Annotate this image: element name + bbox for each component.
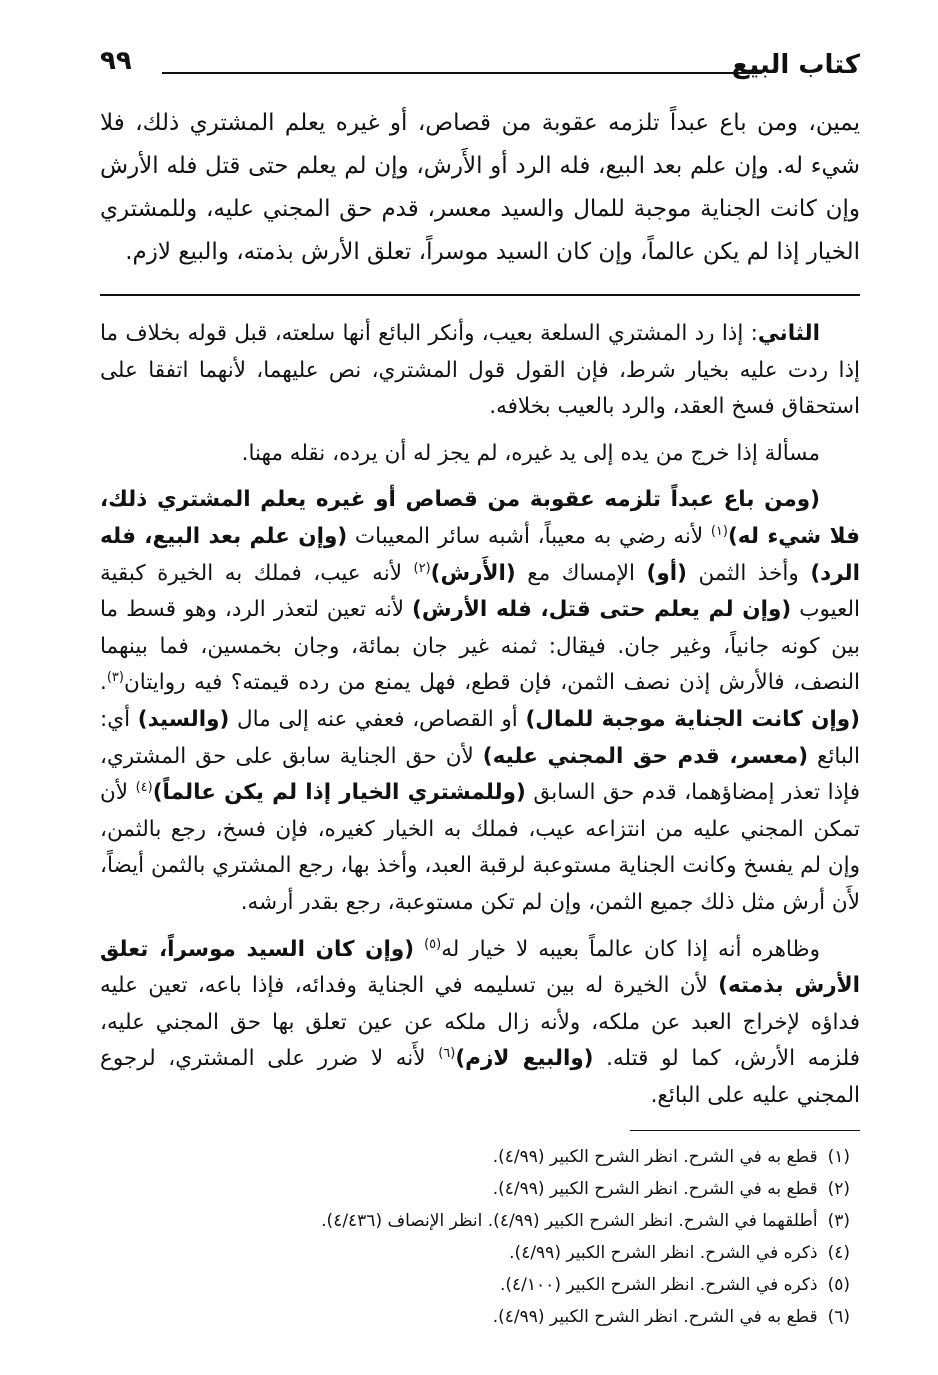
footnote-ref: (٢) [413,560,431,576]
quoted-matn: (وإن كانت الجناية موجبة للمال) [525,706,860,732]
quoted-matn: (والسيد) [137,706,230,732]
main-text [100,102,860,274]
quoted-matn: (وإن كان السيد موسراً، تعلق الأرش بذمته) [100,936,860,999]
quoted-matn: (والبيع لازم) [455,1046,594,1072]
commentary-paragraph-3 [100,482,860,921]
page-number: ٩٩ [100,46,132,76]
commentary-text: الإمساك مع [515,560,647,586]
commentary-text: لأنه عيب، فملك به الخيرة كبقية العيوب [100,560,860,623]
footnote-item [100,1269,850,1301]
commentary-paragraph-4 [100,932,860,1115]
header-rule [162,72,762,74]
footnote-number: (٦) [827,1307,850,1328]
footnote-ref: (٤) [135,779,153,795]
commentary-text: وأخذ الثمن [686,560,811,586]
commentary [100,316,860,1114]
footnote-ref: (١) [710,523,728,539]
footnote-item [100,1141,850,1173]
footnote-ref: (٥) [424,936,442,952]
footnote-text: قطع به في الشرح. انظر الشرح الكبير (٤/٩٩). [492,1179,818,1200]
footnote-number: (١) [827,1147,850,1168]
page-header [100,40,860,84]
footnote-text: قطع به في الشرح. انظر الشرح الكبير (٤/٩٩). [492,1147,818,1168]
commentary-text: لأنه تعين لتعذر الرد، وهو قسط ما بين كونه جانياً، وغير جان. فيقال: ثمنه غير جان بمائة، وجان بخمسين، فما بينهما النصف، فالأرش إذن نصف الثمن، فإن قطع، فهل يمنع من رده قيمته؟ فيه روايتان [100,597,860,696]
bold-term: الثاني [757,321,820,346]
commentary-text: لأن الخيرة له بين تسليمه في الجناية وفدائه، فإذا باعه، تعين عليه فداؤه لإخراج العبد عن ملكه، ولأنه زال ملكه عن عين تعلق بها حق المجني عليه، فلزمه الأرش، كما لو قتله. [100,973,860,1072]
quoted-matn: (معسر، قدم حق المجني عليه) [482,743,809,769]
commentary-text: وظاهره أنه إذا كان عالماً بعيبه لا خيار له [441,936,820,962]
commentary-text: لأنه رضي به معيباً، أشبه سائر المعيبات [347,523,711,549]
quoted-matn: (ومن باع عبداً تلزمه عقوبة من قصاص أو غيره يعلم المشتري ذلك، فلا شيء له) [100,487,860,549]
footnote-number: (٥) [827,1275,850,1296]
main-text-paragraph: يمين، ومن باع عبداً تلزمه عقوبة من قصاص، أو غيره يعلم المشتري ذلك، فلا شيء له. وإن علم بعد البيع، فله الرد أو الأَرش، وإن لم يعلم حتى قتل فله الأرش وإن كانت الجناية موجبة للمال والسيد معسر، قدم حق المجني عليه، وللمشتري الخيار إذا لم يكن عالماً، وإن كان السيد موسراً، تعلق الأرش بذمته، والبيع لازم. [100,110,860,265]
commentary-text: لأَنه لا ضرر على المشتري، لرجوع المجني عليه على البائع. [100,1046,860,1108]
footnote-ref: (٦) [438,1046,456,1062]
quoted-matn: (وللمشتري الخيار إذا لم يكن عالماً) [152,780,526,806]
commentary-paragraph-2 [100,436,860,473]
commentary-text: لأن حق الجناية سابق على حق المشتري، فإذا تعذر إمضاؤهما، قدم حق السابق [100,743,860,806]
quoted-matn: (وإن لم يعلم حتى قتل، فله الأرش) [412,597,792,623]
commentary-text: لأن تمكن المجني عليه من انتزاعه عيب، فملك به الخيار كغيره، فإن فسخ، رجع بالثمن، وإن لم يفسخ وكانت الجناية مستوعبة لرقبة العبد، وأخذ بها، رجع المشتري بالثمن أيضاً، لأَن أرش مثل ذلك جميع الثمن، وإن لم تكن مستوعبة، رجع بقدر أرشه. [100,780,860,915]
section-divider [100,294,860,296]
footnote-divider [630,1130,860,1131]
footnote-ref: (٣) [106,670,124,686]
footnote-text: ذكره في الشرح. انظر الشرح الكبير (٤/١٠٠). [500,1275,818,1296]
quoted-matn: (أو) [646,560,687,586]
footnote-text: ذكره في الشرح. انظر الشرح الكبير (٤/٩٩). [509,1243,818,1264]
commentary-paragraph-1 [100,316,860,426]
footnote-number: (٣) [827,1211,850,1232]
footnote-item [100,1301,850,1333]
footnote-text: قطع به في الشرح. انظر الشرح الكبير (٤/٩٩). [492,1307,818,1328]
commentary-text: أي: البائع [100,706,860,769]
book-page [100,40,860,1333]
commentary-text: . [100,670,107,696]
footnote-item [100,1205,850,1237]
footnote-number: (٢) [827,1179,850,1200]
footnote-number: (٤) [827,1243,850,1264]
footnote-text: أطلقهما في الشرح. انظر الشرح الكبير (٤/٩٩). انظر الإنصاف (٤/٤٣٦). [321,1211,818,1232]
commentary-text: أو القصاص، فعفي عنه إلى مال [229,706,526,732]
quoted-matn: (الأَرش) [430,560,516,586]
commentary-text [414,937,424,962]
commentary-text: : إذا رد المشتري السلعة بعيب، وأنكر البائع أنها سلعته، قبل قوله بخلاف ما إذا ردت عليه بخيار شرط، فإن القول قول المشتري، نص عليهما، لأنهما اتفقا على استحقاق فسخ العقد، والرد بالعيب بخلافه. [100,321,860,420]
footnotes [100,1141,860,1333]
quoted-matn: (وإن علم بعد البيع، فله الرد) [100,523,861,586]
footnote-item [100,1173,850,1205]
commentary-text: مسألة إذا خرج من يده إلى يد غيره، لم يجز له أن يرده، نقله مهنا. [241,440,820,466]
chapter-title: كتاب البيع [731,50,860,80]
footnote-item [100,1237,850,1269]
